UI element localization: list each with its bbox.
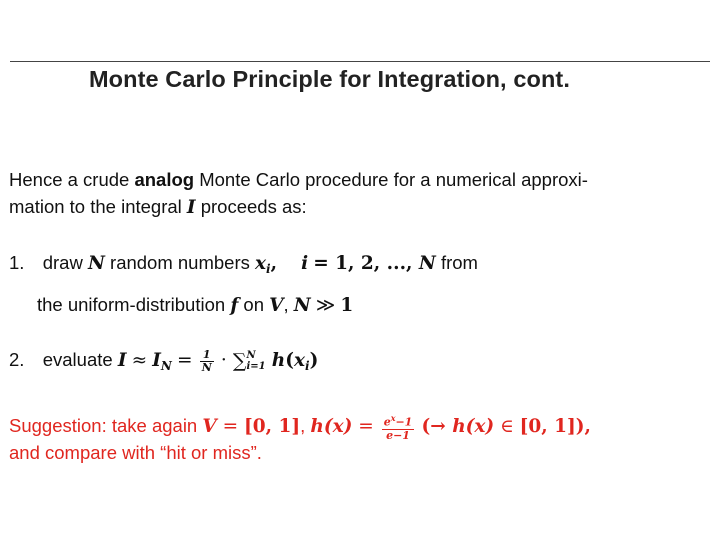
slide-title: Monte Carlo Principle for Integration, cont. bbox=[89, 66, 570, 92]
math-element-of: ∈ bbox=[494, 416, 520, 437]
math-interval: [0, 1] bbox=[244, 416, 301, 437]
math-var-I: I bbox=[152, 350, 161, 371]
suggestion-line-2 bbox=[9, 439, 262, 467]
math-var-N: N bbox=[418, 253, 436, 274]
math-var-I: I bbox=[186, 197, 196, 218]
fraction-denominator: e−1 bbox=[386, 428, 410, 442]
math-interval: [0, 1] bbox=[519, 416, 576, 437]
intro-text: mation to the integral bbox=[9, 196, 187, 217]
sum-upper: N bbox=[246, 350, 256, 362]
suggestion-text: Suggestion: take again bbox=[9, 415, 203, 436]
suggestion-text: and compare with “hit or miss”. bbox=[9, 442, 262, 463]
math-var-V: V bbox=[202, 416, 217, 437]
fraction-numerator: 1 bbox=[200, 349, 214, 362]
sum-symbol: ∑ bbox=[232, 350, 247, 373]
math-var-i: i bbox=[301, 253, 309, 274]
math-sub-i: i bbox=[305, 359, 310, 373]
step-text: evaluate bbox=[42, 349, 118, 370]
step-text: the uniform-distribution bbox=[37, 294, 231, 315]
fraction-numerator: $e^x-1$ bbox=[383, 413, 413, 429]
step-1-line-1 bbox=[9, 249, 478, 283]
math-much-greater: ≫ bbox=[315, 295, 336, 316]
intro-line-1 bbox=[9, 166, 588, 194]
math-sub-i: i bbox=[266, 262, 271, 276]
step-number: 1. bbox=[9, 252, 25, 273]
step-text: draw bbox=[42, 252, 88, 273]
math-equals: = bbox=[177, 350, 193, 371]
step-1-line-2 bbox=[37, 291, 353, 320]
intro-line-2 bbox=[9, 193, 307, 222]
math-dot: · bbox=[220, 350, 227, 371]
math-var-N: N bbox=[87, 253, 105, 274]
math-var-f: f bbox=[230, 295, 239, 316]
math-h: h bbox=[271, 350, 286, 371]
suggestion-text: , bbox=[300, 415, 311, 436]
intro-text: proceeds as: bbox=[195, 196, 307, 217]
math-x: x bbox=[294, 350, 306, 371]
math-fraction bbox=[200, 349, 214, 374]
step-text: random numbers bbox=[104, 252, 256, 273]
step-text: , bbox=[283, 294, 294, 315]
math-var-V: V bbox=[269, 295, 284, 316]
math-var-I: I bbox=[117, 350, 127, 371]
intro-bold-word: analog bbox=[134, 169, 195, 190]
sum-limits bbox=[247, 350, 266, 372]
step-text: from bbox=[435, 252, 478, 273]
math-paren: ( bbox=[285, 350, 294, 371]
math-var-N: N bbox=[293, 295, 311, 316]
math-sum bbox=[233, 347, 266, 375]
math-approx: ≈ bbox=[131, 350, 148, 371]
math-paren: ) bbox=[309, 350, 319, 371]
math-equals: = bbox=[216, 416, 244, 437]
math-range: = 1, 2, ..., bbox=[313, 253, 419, 274]
step-text: on bbox=[238, 294, 270, 315]
math-comma: , bbox=[270, 253, 278, 274]
step-2-line bbox=[9, 346, 318, 380]
sum-lower: i=1 bbox=[246, 361, 266, 373]
top-rule bbox=[10, 61, 710, 62]
math-var-x: x bbox=[255, 253, 267, 274]
math-hx: h(x) bbox=[452, 416, 495, 437]
suggestion-line-1 bbox=[9, 412, 591, 442]
math-equals: = bbox=[352, 416, 380, 437]
intro-text: Monte Carlo procedure for a numerical approxi- bbox=[194, 169, 588, 190]
intro-text: Hence a crude bbox=[9, 169, 135, 190]
fraction-denominator: N bbox=[201, 360, 212, 374]
math-sub-N: N bbox=[160, 359, 172, 373]
math-arrow-open: (→ bbox=[421, 416, 453, 437]
math-hx: h(x) bbox=[310, 416, 353, 437]
math-one: 1 bbox=[340, 295, 354, 316]
math-paren-close: ), bbox=[575, 416, 591, 437]
math-fraction bbox=[382, 412, 415, 442]
step-number: 2. bbox=[9, 349, 25, 370]
